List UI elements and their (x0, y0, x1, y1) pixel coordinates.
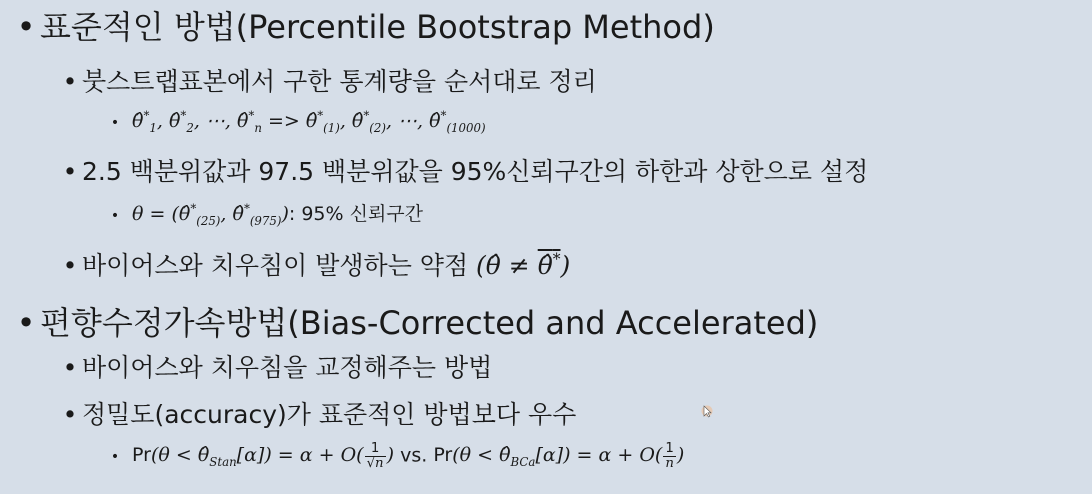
accuracy-comparison-formula (104, 442, 684, 471)
percentile-item-interval (58, 152, 868, 188)
bullet-icon: • (62, 353, 78, 382)
bullet-icon: • (110, 208, 120, 224)
percentile-item-sort-text: 붓스트랩표본에서 구한 통계량을 순서대로 정리 (82, 67, 597, 96)
percentile-item-sort (58, 62, 597, 98)
bca-error-expression: $Pr(\theta < \thetâ_{BCa}[\alpha]) = \alpha + O$( $\frac{1}{n}$ ) (433, 441, 685, 471)
bullet-icon: • (110, 115, 120, 131)
theta-sequence: $\thetâ^*_1$, $\thetâ^*_2$, ⋯, $\thetâ^*_n$ (132, 108, 262, 135)
bca-subscript: BCa (510, 455, 536, 470)
bullet-icon: • (62, 157, 78, 186)
interval-formula (104, 199, 423, 226)
standard-error-expression: $Pr(\theta < \thetâ_{Stan}[\alpha]) = \alpha + O$( $\frac{1}{√n}$ ) (132, 441, 395, 471)
percentile-item-interval-text: 2.5 백분위값과 97.5 백분위값을 95%신뢰구간의 하한과 상한으로 설정 (82, 157, 869, 186)
bca-item-correction-text: 바이어스와 치우침을 교정해주는 방법 (82, 353, 493, 382)
interval-expression: $\theta = (\thetâ^*_{(25)}$, $\thetâ^*_{(975)}$) (132, 201, 289, 228)
bca-heading (12, 298, 818, 344)
theta-ordered-sequence: $\thetâ^*_{(1)}$, $\thetâ^*_{(2)}$, ⋯, $\thetâ^*_{(1000)}$ (305, 108, 486, 135)
vs-text: vs. (400, 444, 428, 467)
bca-item-correction (58, 348, 492, 384)
stan-subscript: Stan (209, 455, 237, 470)
bca-item-accuracy-text: 정밀도(accuracy)가 표준적인 방법보다 우수 (82, 400, 577, 429)
bullet-icon: • (62, 67, 78, 96)
bullet-icon: • (62, 400, 78, 429)
interval-label: : 95% 신뢰구간 (288, 203, 424, 225)
percentile-item-weakness (58, 246, 570, 282)
percentile-heading (12, 2, 715, 48)
ordered-statistics-formula (104, 108, 486, 135)
bullet-icon: • (110, 449, 120, 466)
percentile-item-weakness-text: 바이어스와 치우침이 발생하는 약점 (82, 251, 469, 280)
bullet-icon: • (16, 8, 36, 46)
bca-heading-text: 편향수정가속방법(Bias-Corrected and Accelerated) (40, 304, 819, 342)
bias-expression: (θ̂ ≠ θ̂*) (476, 250, 571, 280)
arrow-text: => (267, 110, 300, 132)
mouse-cursor-icon (701, 404, 713, 418)
bca-item-accuracy (58, 395, 576, 431)
bullet-icon: • (16, 304, 36, 342)
percentile-heading-text: 표준적인 방법(Percentile Bootstrap Method) (40, 8, 715, 46)
bullet-icon: • (62, 251, 78, 280)
